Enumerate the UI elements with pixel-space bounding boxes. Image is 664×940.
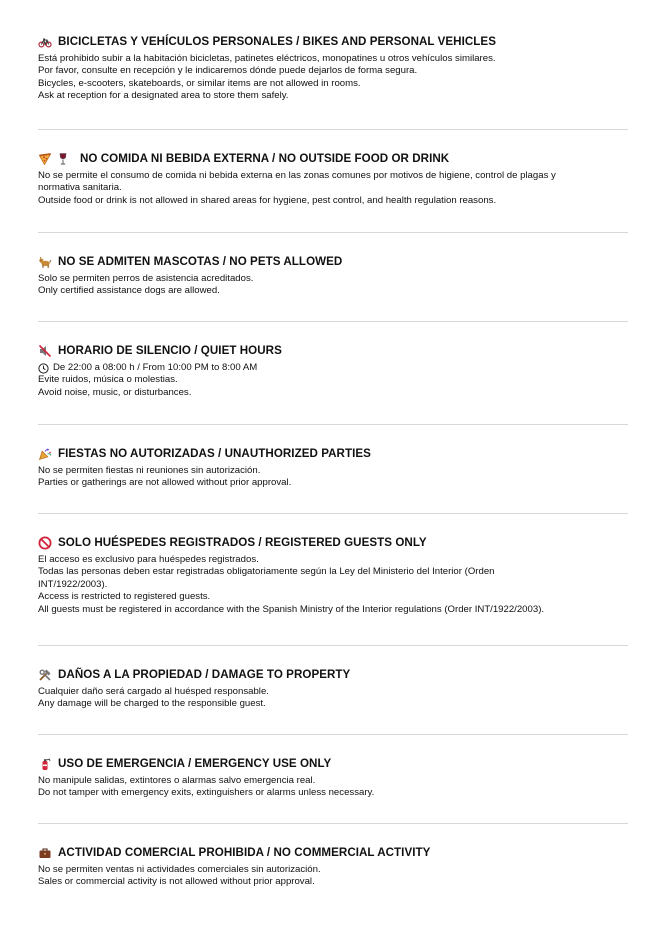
section-body xyxy=(38,53,628,103)
body-line: normativa sanitaria. xyxy=(38,182,122,194)
section-heading xyxy=(38,667,628,683)
section-body xyxy=(38,170,628,207)
divider xyxy=(38,513,628,514)
prohibited-icon xyxy=(38,536,52,550)
section-body xyxy=(38,554,628,616)
section-body xyxy=(38,465,628,490)
divider xyxy=(38,321,628,322)
divider xyxy=(38,232,628,233)
section-heading xyxy=(38,756,628,772)
section-body xyxy=(38,775,628,800)
heading-text: USO DE EMERGENCIA / EMERGENCY USE ONLY xyxy=(58,757,332,770)
body-line: Bicycles, e-scooters, skateboards, or similar items are not allowed in rooms. xyxy=(38,77,361,89)
wine-glass-icon xyxy=(56,152,70,166)
body-line: Está prohibido subir a la habitación bicicletas, patinetes eléctricos, monopatines u otros vehículos similares. xyxy=(38,53,496,64)
section-heading xyxy=(38,535,628,551)
body-line: No se permiten ventas ni actividades comerciales sin autorización. xyxy=(38,864,321,875)
body-line: Any damage will be charged to the responsible guest. xyxy=(38,698,266,710)
tools-icon xyxy=(38,668,52,682)
body-line: All guests must be registered in accordance with the Spanish Ministry of the Interior regulations (Order INT/1922/2003). xyxy=(38,603,545,615)
body-line: Outside food or drink is not allowed in shared areas for hygiene, pest control, and health regulation reasons. xyxy=(38,194,497,206)
heading-text: NO COMIDA NI BEBIDA EXTERNA / NO OUTSIDE FOOD OR DRINK xyxy=(80,152,450,165)
heading-icons xyxy=(38,152,74,166)
time-range-text: De 22:00 a 08:00 h / From 10:00 PM to 8:00 AM xyxy=(53,362,258,373)
bicycle-icon xyxy=(38,35,52,49)
body-line: INT/1922/2003). xyxy=(38,578,108,590)
body-line: Solo se permiten perros de asistencia acreditados. xyxy=(38,273,254,284)
divider xyxy=(38,424,628,425)
body-line: El acceso es exclusivo para huéspedes registrados. xyxy=(38,554,259,565)
section-heading xyxy=(38,151,628,167)
section-heading xyxy=(38,343,628,359)
dog-icon xyxy=(38,255,52,269)
muted-speaker-icon xyxy=(38,344,52,358)
heading-text: DAÑOS A LA PROPIEDAD / DAMAGE TO PROPERTY xyxy=(58,668,351,681)
body-line: Do not tamper with emergency exits, extinguishers or alarms unless necessary. xyxy=(38,787,375,799)
fire-extinguisher-icon xyxy=(38,757,52,771)
body-line: Todas las personas deben estar registradas obligatoriamente según la Ley del Ministerio del Interior (Orden xyxy=(38,566,495,578)
section-heading xyxy=(38,845,628,861)
body-line: Ask at reception for a designated area to store them safely. xyxy=(38,90,289,102)
body-line: No se permite el consumo de comida ni bebida externa en las zonas comunes por motivos de higiene, control de plagas y xyxy=(38,170,556,181)
pizza-icon xyxy=(38,152,52,166)
section-heading xyxy=(38,446,628,462)
body-line: Parties or gatherings are not allowed without prior approval. xyxy=(38,477,292,489)
section-body xyxy=(38,362,628,399)
section-pets xyxy=(38,254,628,298)
section-registered-guests xyxy=(38,535,628,616)
briefcase-icon xyxy=(38,846,52,860)
section-body xyxy=(38,273,628,298)
body-line: Cualquier daño será cargado al huésped responsable. xyxy=(38,686,269,697)
divider xyxy=(38,734,628,735)
section-parties xyxy=(38,446,628,490)
body-line: Access is restricted to registered guests. xyxy=(38,591,211,603)
section-damage xyxy=(38,667,628,711)
party-popper-icon xyxy=(38,447,52,461)
section-body xyxy=(38,864,628,889)
heading-text: NO SE ADMITEN MASCOTAS / NO PETS ALLOWED xyxy=(58,255,343,268)
section-quiet-hours xyxy=(38,343,628,399)
divider xyxy=(38,823,628,824)
section-heading xyxy=(38,34,628,50)
body-line: Evite ruidos, música o molestias. xyxy=(38,374,178,386)
body-line: No manipule salidas, extintores o alarmas salvo emergencia real. xyxy=(38,775,316,786)
divider xyxy=(38,129,628,130)
section-bikes xyxy=(38,34,628,103)
body-line: No se permiten fiestas ni reuniones sin autorización. xyxy=(38,465,261,476)
section-commercial xyxy=(38,845,628,889)
section-food xyxy=(38,151,628,207)
heading-text: BICICLETAS Y VEHÍCULOS PERSONALES / BIKES AND PERSONAL VEHICLES xyxy=(58,35,496,48)
body-line: Only certified assistance dogs are allowed. xyxy=(38,285,220,297)
section-emergency xyxy=(38,756,628,800)
heading-text: HORARIO DE SILENCIO / QUIET HOURS xyxy=(58,344,282,357)
section-heading xyxy=(38,254,628,270)
divider xyxy=(38,645,628,646)
clock-icon xyxy=(38,363,49,374)
quiet-hours-time xyxy=(38,362,628,374)
section-body xyxy=(38,686,628,711)
heading-text: FIESTAS NO AUTORIZADAS / UNAUTHORIZED PARTIES xyxy=(58,447,371,460)
body-line: Sales or commercial activity is not allowed without prior approval. xyxy=(38,876,315,888)
heading-text: ACTIVIDAD COMERCIAL PROHIBIDA / NO COMMERCIAL ACTIVITY xyxy=(58,846,431,859)
body-line: Avoid noise, music, or disturbances. xyxy=(38,386,192,398)
body-line: Por favor, consulte en recepción y le indicaremos dónde puede dejarlos de forma segura. xyxy=(38,65,418,77)
heading-text: SOLO HUÉSPEDES REGISTRADOS / REGISTERED GUESTS ONLY xyxy=(58,536,427,549)
